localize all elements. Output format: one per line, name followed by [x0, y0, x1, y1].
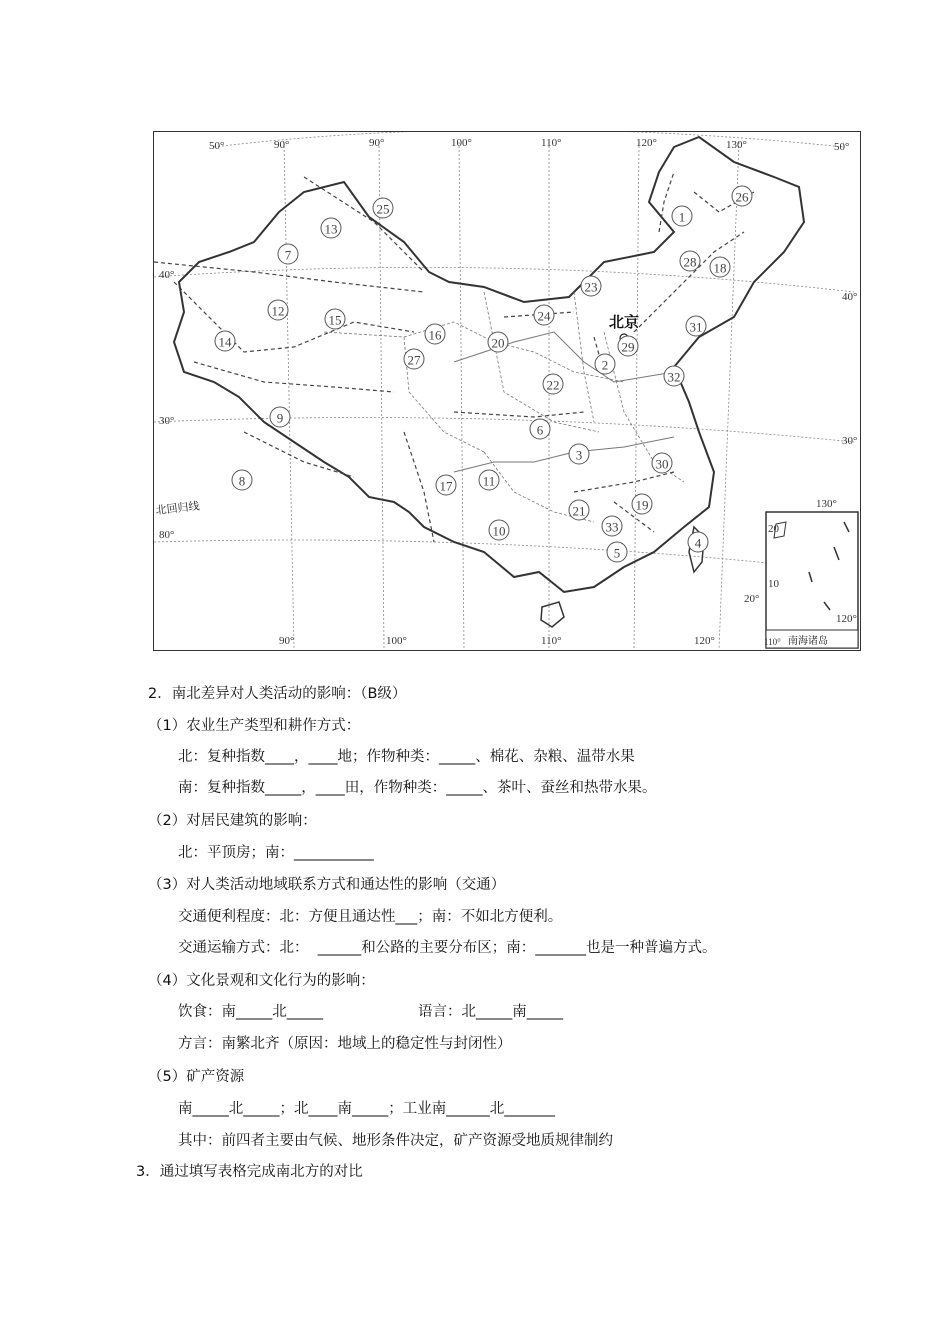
lon-label: 100°: [451, 137, 472, 149]
china-outline-map: [154, 132, 859, 649]
lon-label: 50°: [834, 141, 850, 153]
p3-title: （3）对人类活动地域联系方式和通达性的影响（交通）: [148, 877, 506, 893]
region-number-30: [652, 453, 672, 473]
lat-label: 40°: [842, 291, 858, 303]
svg-text:4: 4: [694, 535, 702, 551]
svg-text:11: 11: [482, 473, 496, 489]
svg-text:27: 27: [407, 352, 421, 368]
inset-title: 南海诸岛: [788, 636, 828, 647]
svg-text:30: 30: [655, 456, 669, 472]
svg-text:18: 18: [713, 260, 727, 276]
region-number-13: [321, 218, 341, 238]
svg-text:17: 17: [439, 478, 453, 494]
lon-label: 50°: [209, 140, 225, 152]
svg-text:15: 15: [328, 312, 342, 328]
region-number-19: [632, 494, 652, 514]
region-number-1: [672, 206, 692, 226]
svg-text:22: 22: [546, 377, 560, 393]
region-number-15: [325, 309, 345, 329]
p4-lang: 语言：北_____南_____: [418, 1004, 563, 1020]
p5-note: 其中：前四者主要由气候、地形条件决定，矿产资源受地质规律制约: [178, 1133, 613, 1149]
svg-text:2: 2: [601, 357, 609, 373]
beijing-label: 北京: [609, 313, 640, 331]
svg-text:20: 20: [491, 335, 505, 351]
svg-text:21: 21: [572, 503, 586, 519]
p2-line: 北：平顶房；南：___________: [178, 845, 374, 861]
region-number-16: [425, 324, 445, 344]
svg-text:5: 5: [613, 545, 621, 561]
p4-dialect: 方言：南繁北齐（原因：地域上的稳定性与封闭性）: [178, 1036, 512, 1052]
lon-label: 120°: [694, 635, 715, 647]
p4-title: （4）文化景观和文化行为的影响：: [148, 973, 375, 989]
region-number-8: [232, 470, 252, 490]
svg-text:25: 25: [376, 201, 390, 217]
svg-text:16: 16: [428, 327, 442, 343]
region-number-31: [686, 316, 706, 336]
svg-text:12: 12: [271, 303, 285, 319]
region-number-2: [595, 354, 615, 374]
svg-text:8: 8: [238, 473, 246, 489]
region-number-6: [530, 419, 550, 439]
region-number-22: [543, 374, 563, 394]
region-number-24: [534, 305, 554, 325]
p5-title: （5）矿产资源: [148, 1069, 245, 1085]
region-number-18: [710, 257, 730, 277]
svg-text:29: 29: [621, 339, 635, 355]
region-number-28: [680, 251, 700, 271]
svg-text:7: 7: [284, 247, 292, 263]
svg-text:26: 26: [735, 189, 749, 205]
region-number-5: [607, 542, 627, 562]
p3-line2: 交通运输方式：北： ______和公路的主要分布区；南：_______也是一种普遍方式。: [178, 940, 717, 956]
p4-food: 饮食：南_____北_____: [178, 1004, 323, 1020]
region-number-14: [215, 331, 235, 351]
p1-title: （1）农业生产类型和耕作方式：: [148, 718, 361, 734]
region-number-20: [488, 332, 508, 352]
svg-text:10: 10: [492, 523, 506, 539]
region-number-27: [404, 349, 424, 369]
lon-label: 110°: [541, 635, 562, 647]
lat-label: 30°: [842, 435, 858, 447]
region-number-23: [581, 276, 601, 296]
region-number-11: [479, 470, 499, 490]
svg-text:1: 1: [678, 209, 686, 225]
svg-text:6: 6: [536, 422, 544, 438]
inset-tick: 110°: [764, 637, 781, 647]
p1-north: 北：复种指数____，____地；作物种类：_____、棉花、杂粮、温带水果: [178, 749, 635, 765]
svg-text:14: 14: [218, 334, 232, 350]
svg-text:24: 24: [537, 308, 551, 324]
region-number-29: [618, 336, 638, 356]
region-number-25: [373, 198, 393, 218]
section2-heading: 2．南北差异对人类活动的影响：（B级）: [148, 686, 407, 702]
lat-label: 80°: [159, 529, 175, 541]
region-number-17: [436, 475, 456, 495]
svg-text:23: 23: [584, 279, 598, 295]
p1-south: 南：复种指数_____，____田，作物种类：_____、茶叶、蚕丝和热带水果。: [178, 780, 657, 796]
lat-label: 30°: [159, 415, 175, 427]
lon-label: 90°: [279, 635, 295, 647]
inset-tick: 20: [768, 523, 779, 535]
p2-title: （2）对居民建筑的影响：: [148, 813, 317, 829]
svg-text:31: 31: [689, 319, 703, 335]
china-map: [153, 131, 861, 651]
lon-label: 120°: [636, 137, 657, 149]
svg-text:13: 13: [324, 221, 338, 237]
svg-text:9: 9: [276, 410, 284, 426]
region-number-33: [602, 516, 622, 536]
lon-label: 130°: [726, 139, 747, 151]
svg-text:28: 28: [683, 254, 697, 270]
lon-label: 100°: [386, 635, 407, 647]
tropic-label: 北回归线: [154, 499, 201, 517]
region-number-7: [278, 244, 298, 264]
svg-text:3: 3: [575, 447, 583, 463]
south-china-sea-inset: [764, 498, 858, 648]
region-number-32: [664, 366, 684, 386]
inset-tick: 10: [768, 578, 779, 590]
region-number-21: [569, 500, 589, 520]
region-number-26: [732, 186, 752, 206]
section3-heading: 3．通过填写表格完成南北方的对比: [136, 1164, 363, 1180]
svg-text:33: 33: [605, 519, 619, 535]
region-number-3: [569, 444, 589, 464]
region-number-12: [268, 300, 288, 320]
region-number-9: [270, 407, 290, 427]
lat-label: 20°: [744, 593, 760, 605]
p5-line: 南_____北_____；北____南_____；工业南______北_______: [178, 1101, 555, 1117]
svg-text:19: 19: [635, 497, 649, 513]
p3-line1: 交通便利程度：北：方便且通达性___；南：不如北方便利。: [178, 909, 563, 925]
lon-label: 110°: [541, 137, 562, 149]
lon-label: 90°: [369, 137, 385, 149]
svg-text:32: 32: [667, 369, 681, 385]
lat-label: 40°: [159, 269, 175, 281]
inset-tick: 130°: [816, 498, 837, 510]
region-number-10: [489, 520, 509, 540]
region-number-4: [688, 532, 708, 552]
lon-label: 90°: [274, 139, 290, 151]
inset-tick: 120°: [836, 613, 857, 625]
